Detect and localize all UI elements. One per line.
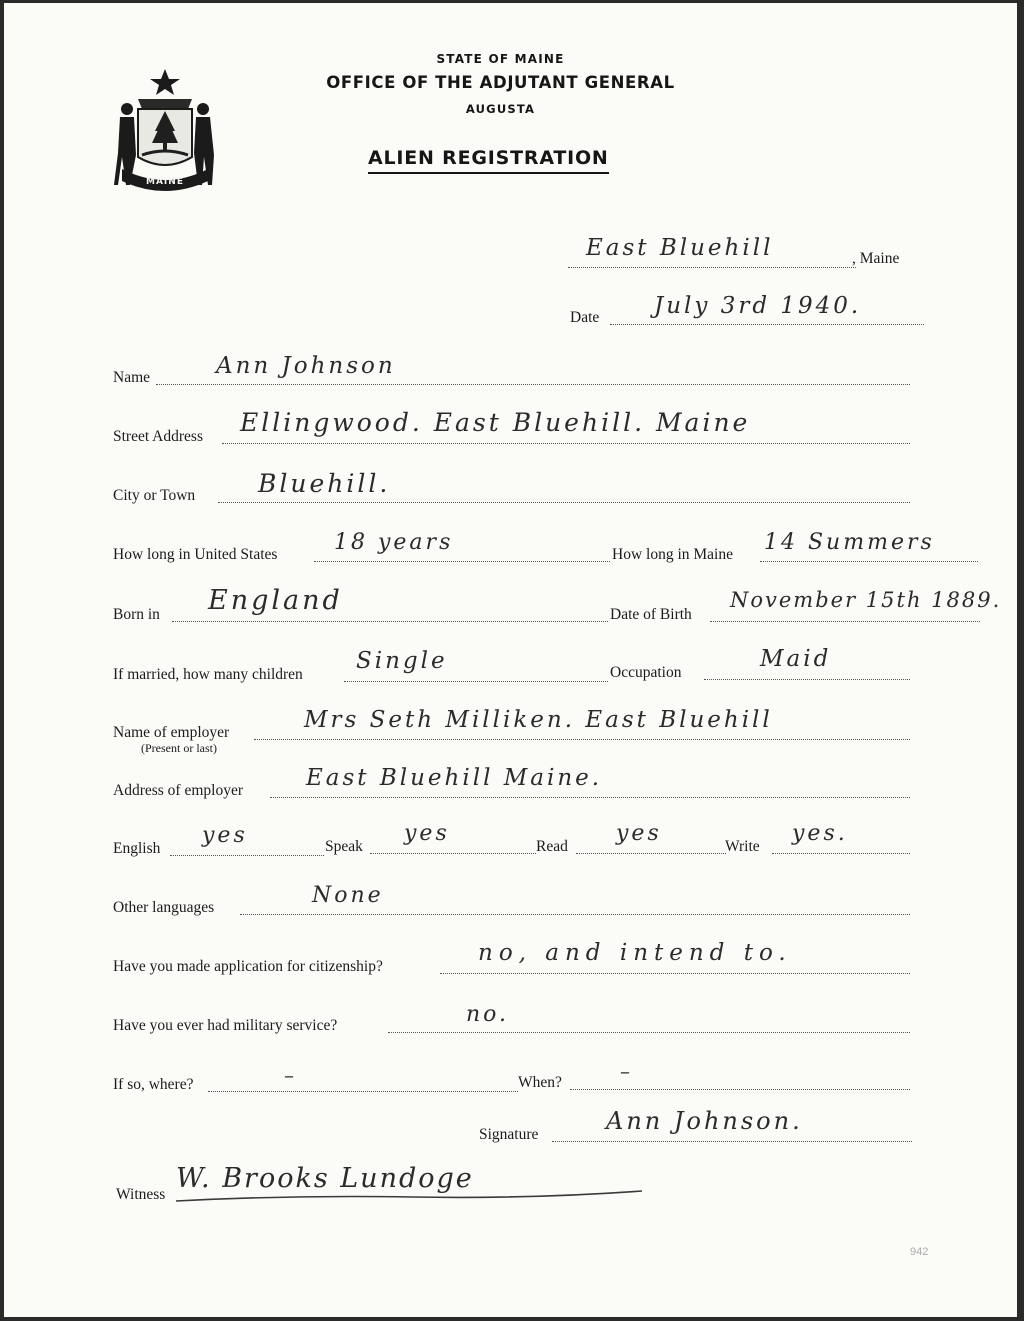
born-in-label: Born in <box>113 606 160 623</box>
write-entry: yes. <box>792 821 848 846</box>
svg-text:MAINE: MAINE <box>146 177 184 187</box>
children-label: If married, how many children <box>113 666 303 683</box>
read-label: Read <box>536 838 568 855</box>
employer-name-entry: Mrs Seth Milliken. East Bluehill <box>304 707 773 733</box>
born-in-entry: England <box>208 585 343 616</box>
street-address-label: Street Address <box>113 428 203 445</box>
military-entry: no. <box>466 1002 510 1027</box>
employer-name-label: Name of employer <box>113 724 230 741</box>
how-long-us-label: How long in United States <box>113 546 278 563</box>
how-long-us-entry: 18 years <box>334 530 454 555</box>
city-or-town-entry: Bluehill. <box>258 469 391 498</box>
occupation-entry: Maid <box>760 646 832 672</box>
city-heading: AUGUSTA <box>465 102 536 116</box>
date-of-birth-entry: November 15th 1889. <box>730 588 1002 612</box>
witness-label: Witness <box>116 1186 166 1203</box>
speak-label: Speak <box>325 838 363 855</box>
read-entry: yes <box>616 821 662 846</box>
maine-label: , Maine <box>852 250 900 267</box>
other-languages-entry: None <box>312 883 384 908</box>
employer-address-label: Address of employer <box>113 782 243 799</box>
date-label: Date <box>570 309 600 326</box>
date-entry: July 3rd 1940. <box>654 293 862 319</box>
when-label: When? <box>518 1074 562 1091</box>
archive-stamp-number: 942 <box>910 1246 929 1258</box>
write-label: Write <box>725 838 760 855</box>
date-of-birth-label: Date of Birth <box>610 606 692 623</box>
registration-form <box>4 3 1017 1317</box>
city-or-town-label: City or Town <box>113 487 196 504</box>
employer-name-note: (Present or last) <box>141 741 217 755</box>
children-entry: Single <box>356 648 448 674</box>
how-long-maine-entry: 14 Summers <box>764 530 935 555</box>
citizenship-label: Have you made application for citizenship? <box>113 958 383 975</box>
name-label: Name <box>113 369 151 386</box>
office-heading: OFFICE OF THE ADJUTANT GENERAL <box>326 73 675 92</box>
place-entry: East Bluehill <box>586 235 774 261</box>
where-label: If so, where? <box>113 1076 194 1093</box>
witness-flourish <box>172 1179 652 1209</box>
street-address-entry: Ellingwood. East Bluehill. Maine <box>240 408 751 437</box>
state-heading: STATE OF MAINE <box>436 52 565 66</box>
speak-entry: yes <box>404 821 450 846</box>
citizenship-entry: no, and intend to. <box>478 940 792 966</box>
english-label: English <box>113 840 161 857</box>
where-entry: – <box>284 1063 297 1087</box>
form-title: ALIEN REGISTRATION <box>368 147 609 174</box>
witness-entry: W. Brooks Lundoge <box>176 1163 474 1194</box>
occupation-label: Occupation <box>610 664 682 681</box>
other-languages-label: Other languages <box>113 899 215 916</box>
military-label: Have you ever had military service? <box>113 1017 338 1034</box>
when-entry: – <box>620 1059 633 1083</box>
signature-entry: Ann Johnson. <box>606 1107 803 1135</box>
name-entry: Ann Johnson <box>216 353 396 379</box>
english-entry: yes <box>202 823 248 848</box>
signature-label: Signature <box>479 1126 539 1143</box>
how-long-maine-label: How long in Maine <box>612 546 733 563</box>
employer-address-entry: East Bluehill Maine. <box>306 765 603 791</box>
